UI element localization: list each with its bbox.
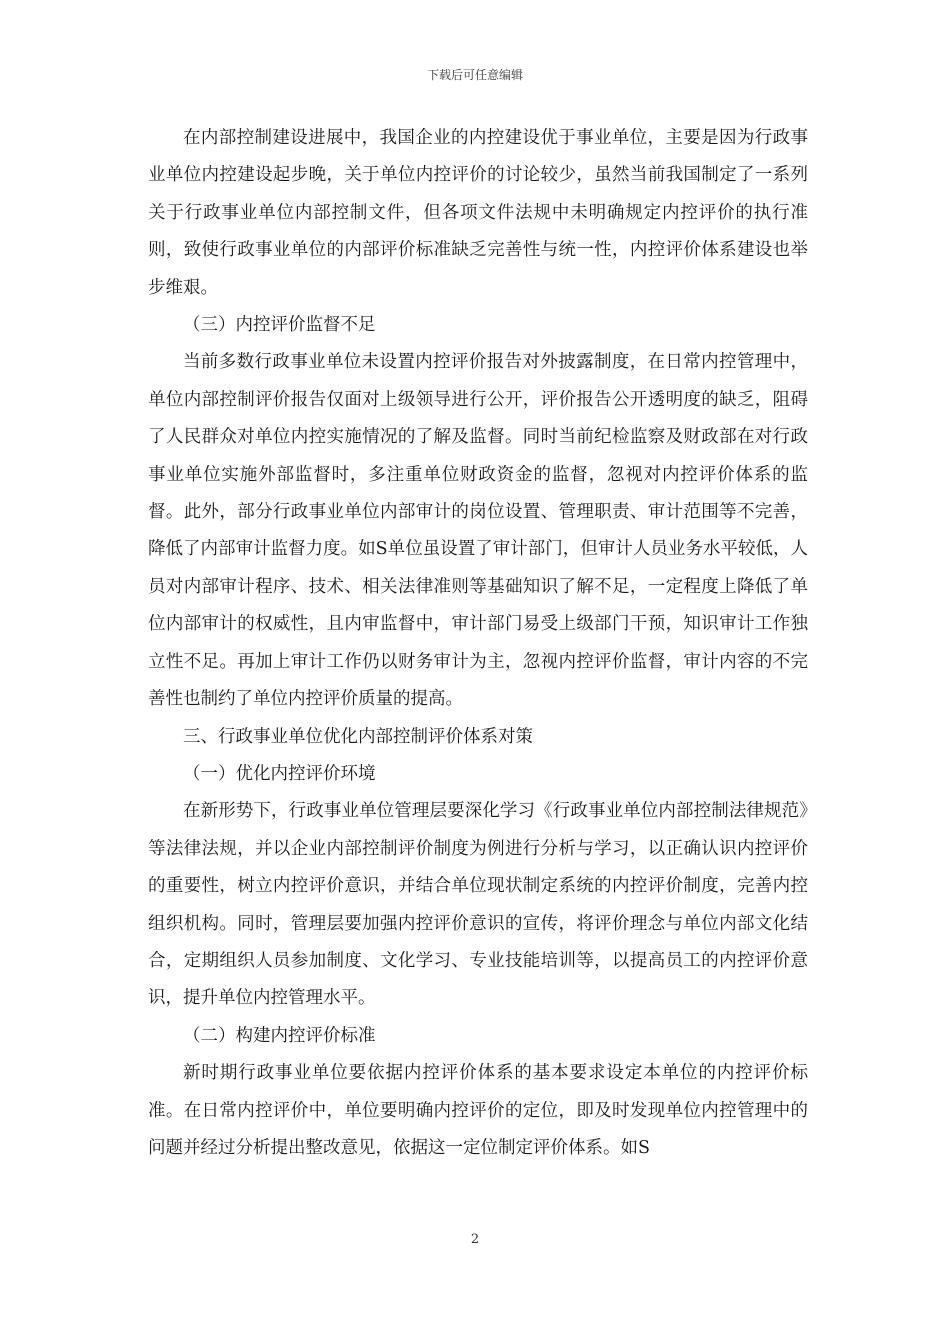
paragraph-evaluation-standards: 新时期行政事业单位要依据内控评价体系的基本要求设定本单位的内控评价标准。在日常内控评价中，单位要明确内控评价的定位，即及时发现单位内控管理中的问题并经过分析提出整改意见，依据这一定位制定评价体系。如S — [148, 1063, 808, 1158]
paragraph-evaluation-environment: 在新形势下，行政事业单位管理层要深化学习《行政事业单位内部控制法律规范》等法律法规，并以企业内部控制评价制度为例进行分析与学习，以正确认识内控评价的重要性，树立内控评价意识，并结合单位现状制定系统的内控评价制度，完善内控组织机构。同时，管理层要加强内控评价意识的宣传，将评价理念与单位内部文化结合，定期组织人员参加制度、文化学习、专业技能培训等，以提高员工的内控评价意识，提升单位内控管理水平。 — [148, 801, 808, 1009]
paragraph-supervision-issues: 当前多数行政事业单位未设置内控评价报告对外披露制度，在日常内控管理中，单位内部控制评价报告仅面对上级领导进行公开，评价报告公开透明度的缺乏，阻碍了人民群众对单位内控实施情况的了解及监督。同时当前纪检监察及财政部在对行政事业单位实施外部监督时，多注重单位财政资金的监督，忽视对内控评价体系的监督。此外，部分行政事业单位内部审计的岗位设置、管理职责、审计范围等不完善，降低了内部审计监督力度。如S单位虽设置了审计部门，但审计人员业务水平较低，人员对内部审计程序、技术、相关法律准则等基础知识了解不足，一定程度上降低了单位内部审计的权威性，且内审监督中，审计部门易受上级部门干预，知识审计工作独立性不足。再加上审计工作仍以财务审计为主，忽视内控评价监督，审计内容的不完善性也制约了单位内控评价质量的提高。 — [148, 352, 808, 710]
paragraph-internal-control-progress: 在内部控制建设进展中，我国企业的内控建设优于事业单位，主要是因为行政事业单位内控建设起步晚，关于单位内控评价的讨论较少，虽然当前我国制定了一系列关于行政事业单位内部控制文件，但各项文件法规中未明确规定内控评价的执行准则，致使行政事业单位的内部评价标准缺乏完善性与统一性，内控评价体系建设也举步维艰。 — [148, 128, 808, 298]
section-heading-evaluation-environment: （一）优化内控评价环境 — [183, 763, 376, 784]
section-heading-evaluation-standards: （二）构建内控评价标准 — [183, 1025, 376, 1046]
document-body — [148, 120, 808, 1167]
chapter-heading-countermeasures: 三、行政事业单位优化内部控制评价体系对策 — [183, 726, 533, 747]
page-header: 下载后可任意编辑 — [426, 68, 523, 82]
section-heading-evaluation-supervision: （三）内控评价监督不足 — [183, 315, 376, 336]
page-number: 2 — [470, 1232, 480, 1247]
